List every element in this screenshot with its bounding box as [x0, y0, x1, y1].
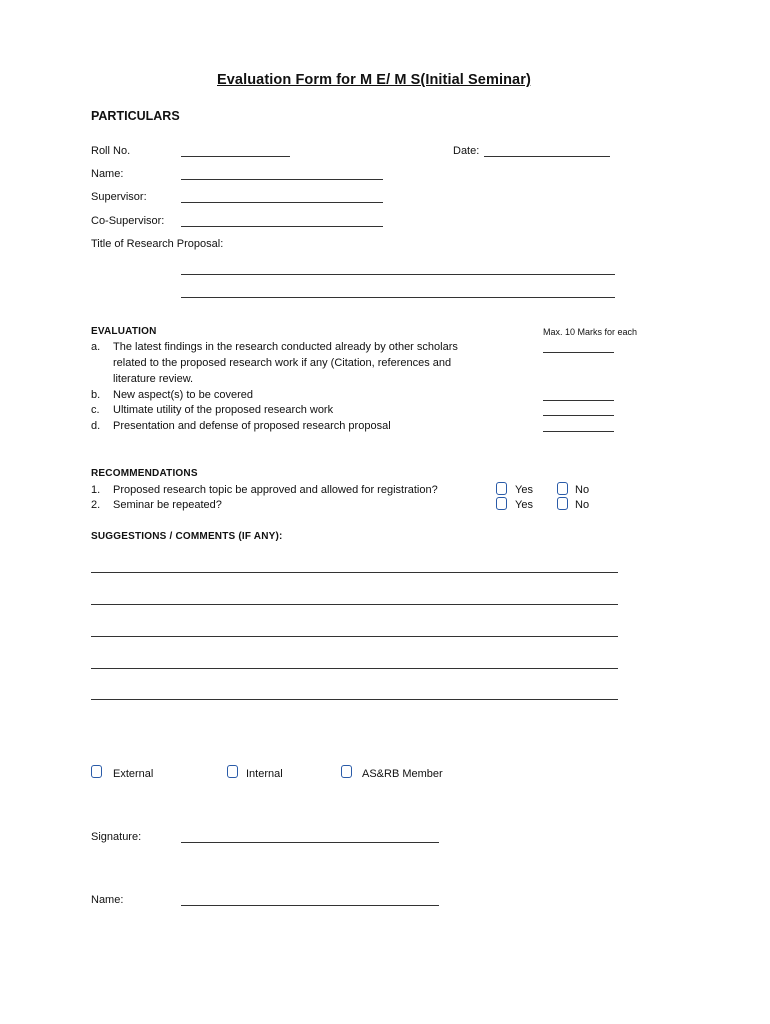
- suggestions-heading: SUGGESTIONS / COMMENTS (IF ANY):: [91, 531, 283, 542]
- marks-field-a[interactable]: [543, 352, 614, 353]
- evaluator-name-field[interactable]: [181, 905, 439, 906]
- recommendation-question: Seminar be repeated?: [113, 499, 222, 511]
- external-label: External: [113, 768, 154, 780]
- eval-item-letter: d.: [91, 420, 101, 432]
- recommendations-heading: RECOMMENDATIONS: [91, 468, 198, 479]
- eval-item-text: New aspect(s) to be covered: [113, 389, 254, 401]
- marks-note: Max. 10 Marks for each: [543, 327, 638, 337]
- name-field[interactable]: [181, 179, 383, 180]
- recommendation-question: Proposed research topic be approved and allowed for registration?: [113, 484, 438, 496]
- evaluation-heading: EVALUATION: [91, 326, 157, 337]
- yes-checkbox-2[interactable]: [496, 497, 507, 510]
- eval-item-letter: b.: [91, 389, 101, 401]
- yes-label: Yes: [515, 499, 533, 511]
- eval-item-letter: c.: [91, 404, 100, 416]
- asrb-member-checkbox[interactable]: [341, 765, 352, 778]
- comment-line-4[interactable]: [91, 668, 618, 669]
- research-title-field-line-2[interactable]: [181, 297, 615, 298]
- research-title-field-line-1[interactable]: [181, 274, 615, 275]
- no-label: No: [575, 499, 590, 511]
- particulars-heading: PARTICULARS: [91, 109, 180, 123]
- research-title-label: Title of Research Proposal:: [91, 238, 224, 250]
- co-supervisor-field[interactable]: [181, 226, 383, 227]
- supervisor-field[interactable]: [181, 202, 383, 203]
- signature-label: Signature:: [91, 831, 142, 843]
- supervisor-label: Supervisor:: [91, 191, 147, 203]
- asrb-member-label: AS&RB Member: [362, 768, 443, 780]
- recommendation-number: 2.: [91, 499, 101, 511]
- eval-item-text: Ultimate utility of the proposed research work: [113, 404, 334, 416]
- date-field[interactable]: [484, 156, 610, 157]
- eval-item-text: Presentation and defense of proposed research proposal: [113, 420, 391, 432]
- eval-item-letter: a.: [91, 341, 101, 353]
- marks-field-c[interactable]: [543, 415, 614, 416]
- no-checkbox-1[interactable]: [557, 482, 568, 495]
- no-label: No: [575, 484, 590, 496]
- eval-item-text: related to the proposed research work if any (Citation, references and: [113, 357, 452, 369]
- form-title: Evaluation Form for M E/ M S(Initial Seminar): [217, 72, 531, 88]
- eval-item-text: literature review.: [113, 373, 194, 385]
- yes-checkbox-1[interactable]: [496, 482, 507, 495]
- signature-field[interactable]: [181, 842, 439, 843]
- roll-no-field[interactable]: [181, 156, 290, 157]
- no-checkbox-2[interactable]: [557, 497, 568, 510]
- comment-line-3[interactable]: [91, 636, 618, 637]
- internal-checkbox[interactable]: [227, 765, 238, 778]
- external-checkbox[interactable]: [91, 765, 102, 778]
- marks-field-b[interactable]: [543, 400, 614, 401]
- comment-line-5[interactable]: [91, 699, 618, 700]
- co-supervisor-label: Co-Supervisor:: [91, 215, 165, 227]
- marks-field-d[interactable]: [543, 431, 614, 432]
- recommendation-number: 1.: [91, 484, 101, 496]
- date-label: Date:: [453, 145, 480, 157]
- evaluator-name-label: Name:: [91, 894, 124, 906]
- roll-no-label: Roll No.: [91, 145, 131, 157]
- name-label: Name:: [91, 168, 124, 180]
- yes-label: Yes: [515, 484, 533, 496]
- internal-label: Internal: [246, 768, 283, 780]
- eval-item-text: The latest findings in the research conducted already by other scholars: [113, 341, 458, 353]
- comment-line-1[interactable]: [91, 572, 618, 573]
- comment-line-2[interactable]: [91, 604, 618, 605]
